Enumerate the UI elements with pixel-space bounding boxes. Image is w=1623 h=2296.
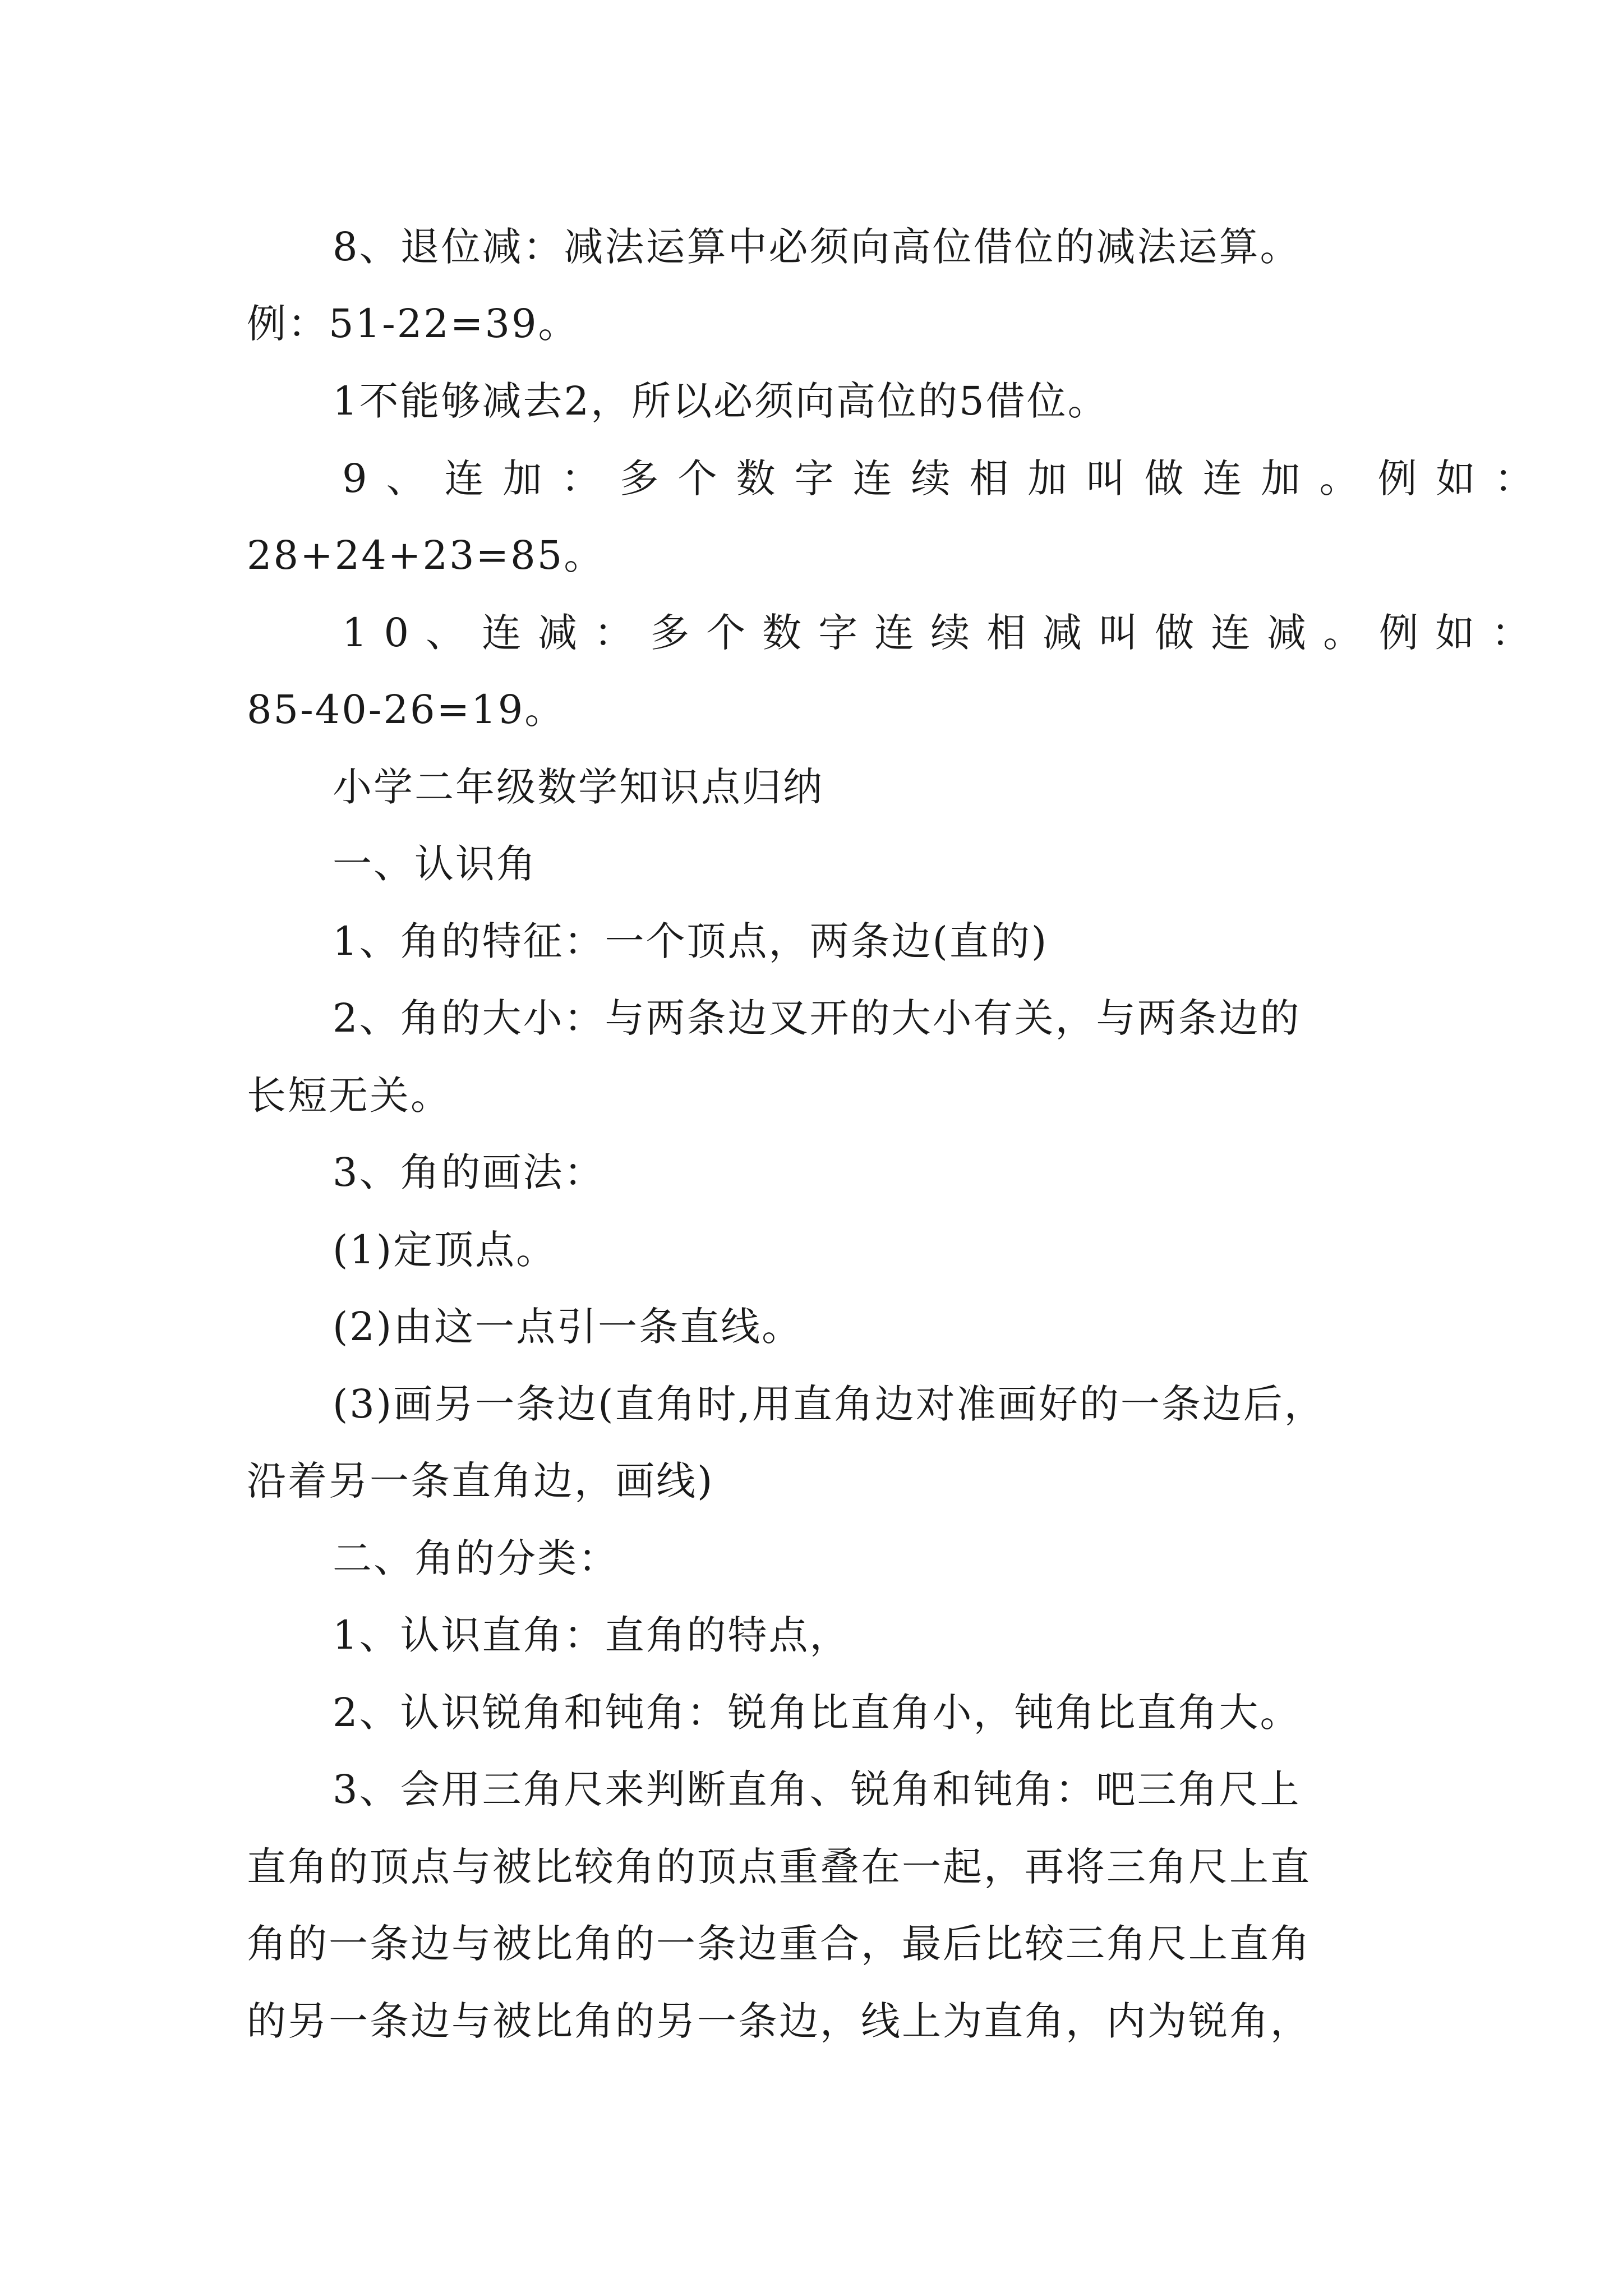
- text-line: (2)由这一点引一条直线。: [333, 1304, 803, 1350]
- text-line: 1不能够减去2，所以必须向高位的5借位。: [333, 378, 1109, 424]
- text-line: (1)定顶点。: [333, 1227, 557, 1273]
- text-line: 角的一条边与被比角的一条边重合，最后比较三角尺上直角: [247, 1921, 1311, 1967]
- text-line: 一、认识角: [333, 841, 537, 887]
- text-line: 1、认识直角：直角的特点，: [333, 1612, 851, 1658]
- text-line: 2、认识锐角和钝角：锐角比直角小，钝角比直角大。: [333, 1690, 1301, 1736]
- text-line: 的另一条边与被比角的另一条边，线上为直角，内为锐角，: [247, 1998, 1311, 2044]
- text-line: 二、角的分类：: [333, 1535, 619, 1581]
- text-line: 3、会用三角尺来判断直角、锐角和钝角：吧三角尺上: [333, 1766, 1301, 1812]
- text-line: 8、退位减：减法运算中必须向高位借位的减法运算。: [333, 224, 1301, 270]
- text-line: 长短无关。: [247, 1073, 451, 1119]
- text-line: 沿着另一条直角边，画线): [247, 1458, 714, 1504]
- text-line: 2、角的大小：与两条边叉开的大小有关，与两条边的: [333, 995, 1301, 1041]
- text-line: 直角的顶点与被比较角的顶点重叠在一起，再将三角尺上直: [247, 1844, 1311, 1890]
- text-line: 28+24+23=85。: [247, 532, 605, 578]
- text-line: 例：51-22=39。: [247, 301, 579, 347]
- text-line: 1、角的特征：一个顶点，两条边(直的): [333, 918, 1049, 964]
- text-line: 85-40-26=19。: [247, 687, 566, 733]
- section-heading: 小学二年级数学知识点归纳: [333, 764, 824, 810]
- text-line: 3、角的画法：: [333, 1149, 605, 1195]
- text-line: 9、连加：多个数字连续相加叫做连加。例如：: [342, 455, 1553, 501]
- text-line: (3)画另一条边(直角时,用直角边对准画好的一条边后，: [333, 1381, 1325, 1427]
- text-line: 10、连减：多个数字连续相减叫做连减。例如：: [342, 610, 1548, 656]
